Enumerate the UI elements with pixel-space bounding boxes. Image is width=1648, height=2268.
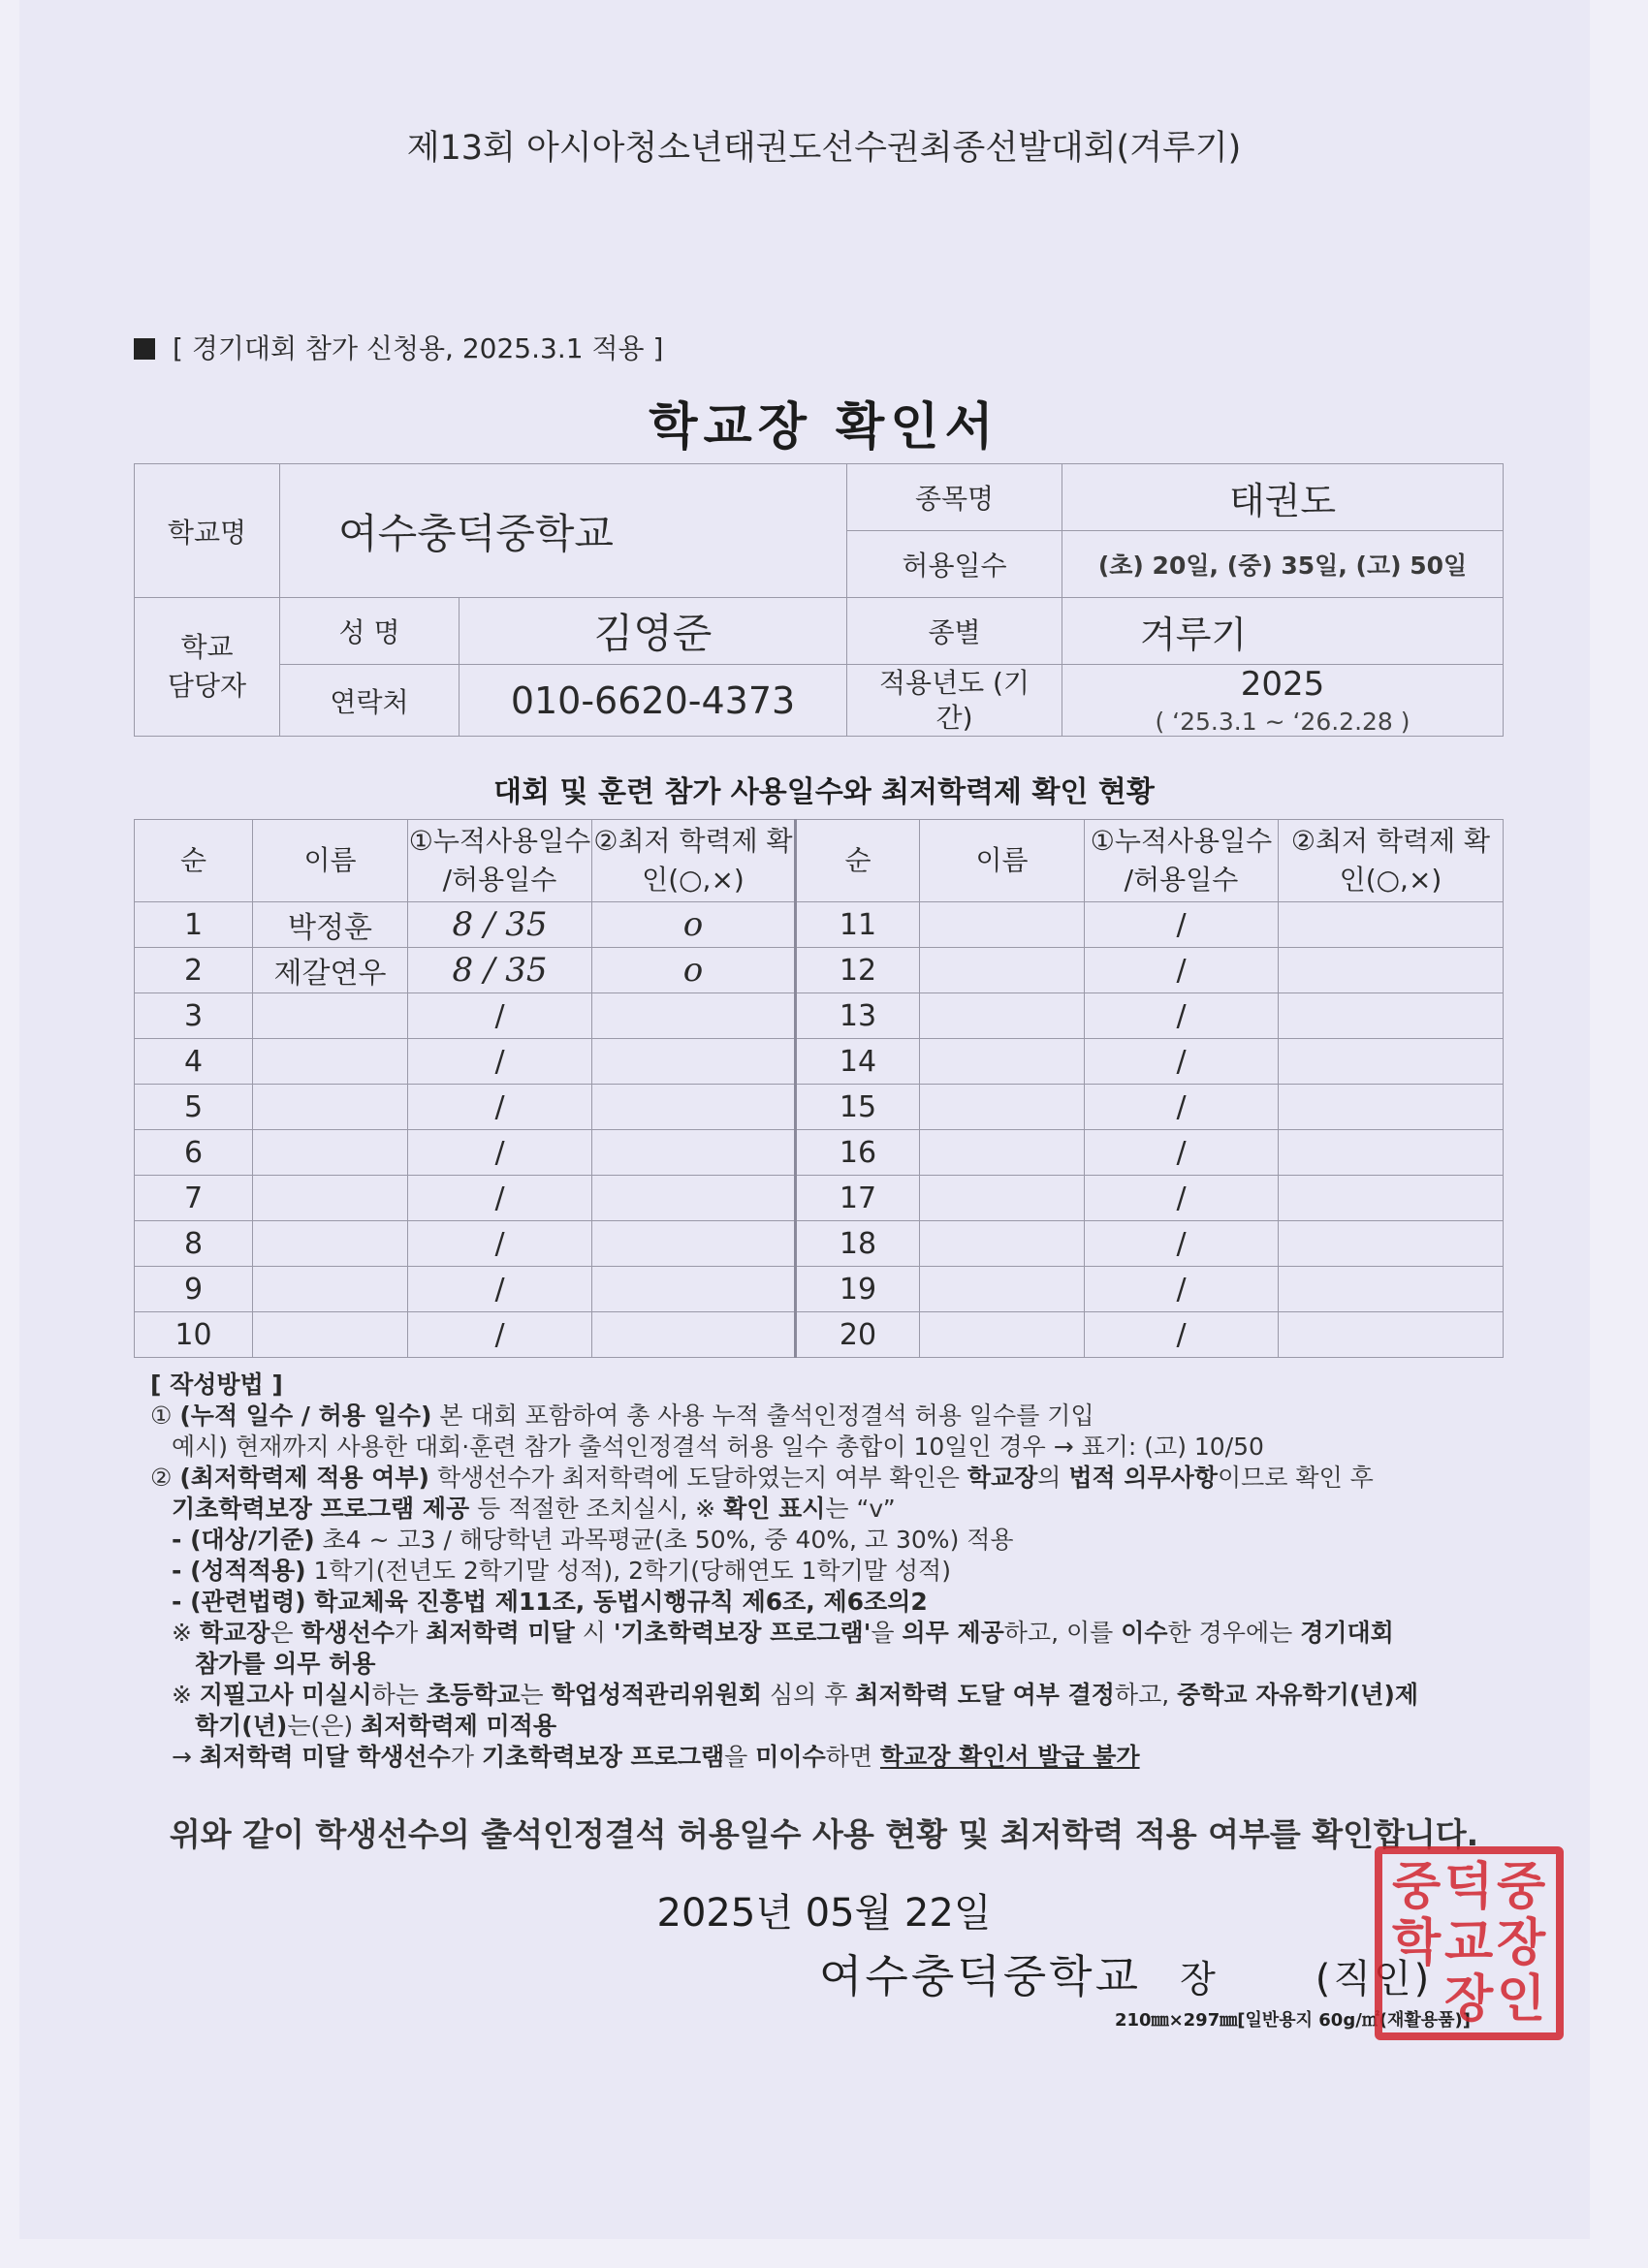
item-2-text: 등 적절한 조치실시, ※ — [469, 1495, 724, 1523]
stamp-char: 덕 — [1444, 1858, 1494, 1916]
note-bold: 경기대회 — [1300, 1619, 1394, 1647]
bullet-law-label: - (관련법령) — [172, 1588, 306, 1616]
school-label: 학교명 — [135, 464, 280, 598]
item-2-text: 는 “v” — [825, 1495, 896, 1523]
contact-group-label: 학교 담당자 — [135, 598, 280, 737]
item-2-bold: 학교장 — [967, 1464, 1038, 1492]
stamp-char: 인 — [1497, 1970, 1546, 2029]
student-name — [253, 993, 408, 1039]
min-academic-check — [1279, 993, 1504, 1039]
header-no: 순 — [796, 820, 920, 902]
min-academic-check — [592, 993, 796, 1039]
division-value: 겨루기 — [1062, 598, 1504, 665]
bullet-grade-text: 1학기(전년도 2학기말 성적), 2학기(당해연도 1학기말 성적) — [305, 1557, 951, 1585]
note-mark: ※ — [172, 1681, 200, 1709]
note-bold: 학교장 확인서 발급 불가 — [879, 1743, 1140, 1771]
note-text: 가 — [395, 1619, 427, 1647]
note-text: 하고, — [1114, 1681, 1178, 1709]
row-number: 17 — [796, 1176, 920, 1221]
min-academic-check — [592, 1130, 796, 1176]
cumulative-days: / — [408, 1176, 592, 1221]
min-academic-check — [592, 1312, 796, 1358]
note-bold: 최저학력 미달 학생선수 — [199, 1743, 451, 1771]
cumulative-days: / — [408, 993, 592, 1039]
bullet-target-label: - (대상/기준) — [172, 1526, 315, 1554]
cumulative-days: / — [408, 1039, 592, 1085]
note-bold: 학교장 — [199, 1619, 270, 1647]
header-days: ①누적사용일수 /허용일수 — [408, 820, 592, 902]
period-value: ( ‘25.3.1 ~ ‘26.2.28 ) — [1155, 708, 1410, 736]
note-text: 는(은) — [287, 1712, 362, 1740]
cumulative-days: / — [408, 1267, 592, 1312]
note-bold: 미이수 — [755, 1743, 826, 1771]
header-no: 순 — [135, 820, 253, 902]
row-number: 18 — [796, 1221, 920, 1267]
cumulative-days: / — [1085, 1176, 1279, 1221]
item-2-text: 이므로 확인 후 — [1218, 1464, 1374, 1492]
note-bold: 기초학력보장 프로그램 — [481, 1743, 725, 1771]
row-number: 4 — [135, 1039, 253, 1085]
note-text: 가 — [450, 1743, 482, 1771]
year-label: 적용년도 (기간) — [847, 665, 1062, 737]
phone-value: 010-6620-4373 — [460, 665, 847, 737]
item-2-bold: 기초학력보장 프로그램 제공 — [172, 1495, 470, 1523]
principal-signature-line — [819, 1941, 1432, 2005]
item-2-text: 학생선수가 최저학력에 도달하였는지 여부 확인은 — [429, 1464, 967, 1492]
min-academic-check — [1279, 1221, 1504, 1267]
student-name — [920, 1176, 1085, 1221]
row-number: 15 — [796, 1085, 920, 1130]
stamp-char: 장 — [1444, 1970, 1494, 2029]
allowed-days-label: 허용일수 — [847, 531, 1062, 598]
stamp-char: 교 — [1444, 1914, 1494, 1972]
confirm-statement: 위와 같이 학생선수의 출석인정결석 허용일수 사용 현황 및 최저학력 적용 여부를 확인합니다. — [169, 1815, 1479, 1853]
student-name — [920, 1312, 1085, 1358]
item-1-example: 예시) 현재까지 사용한 대회·훈련 참가 출석인정결석 허용 일수 총합이 10일인 경우 → 표기: (고) 10/50 — [172, 1433, 1264, 1461]
note-bold: 학기(년) — [195, 1712, 288, 1740]
note-bold: 최저학력 미달 — [426, 1619, 575, 1647]
item-1-title: (누적 일수 / 허용 일수) — [179, 1402, 432, 1430]
row-number: 19 — [796, 1267, 920, 1312]
student-name — [920, 1039, 1085, 1085]
paper-spec-note: 210㎜×297㎜[일반용지 60g/㎡(재활용품)] — [1115, 2010, 1472, 2031]
note-text: 는 — [520, 1681, 552, 1709]
student-name — [920, 902, 1085, 948]
bullet-target-text: 초4 ~ 고3 / 해당학년 과목평균(초 50%, 중 40%, 고 30%) 적용 — [314, 1526, 1014, 1554]
min-academic-check — [592, 1085, 796, 1130]
bullet-law-text: 학교체육 진흥법 제11조, 동법시행규칙 제6조, 제6조의2 — [305, 1588, 928, 1616]
student-name: 박정훈 — [253, 902, 408, 948]
note-mark: ※ — [172, 1619, 200, 1647]
note-bold: 최저학력제 미적용 — [361, 1712, 556, 1740]
name-value: 김영준 — [460, 598, 847, 665]
bullet-grade-label: - (성적적용) — [172, 1557, 306, 1585]
student-name — [920, 1130, 1085, 1176]
phone-label: 연락처 — [280, 665, 460, 737]
item-2-mark: ② — [150, 1464, 173, 1492]
note-bold: 참가를 의무 허용 — [195, 1650, 376, 1678]
student-name — [920, 993, 1085, 1039]
note-text: 시 — [574, 1619, 614, 1647]
table-row — [135, 1039, 1504, 1085]
year-cell — [1062, 665, 1504, 737]
table-row — [135, 1176, 1504, 1221]
table-row — [135, 1312, 1504, 1358]
year-value: 2025 — [1240, 665, 1325, 704]
student-name — [253, 1176, 408, 1221]
note-text: 을 — [724, 1743, 756, 1771]
table-row — [135, 902, 1504, 948]
student-name: 제갈연우 — [253, 948, 408, 993]
student-name — [253, 1267, 408, 1312]
cumulative-days: / — [1085, 902, 1279, 948]
cumulative-days: / — [1085, 1130, 1279, 1176]
header-name: 이름 — [253, 820, 408, 902]
row-number: 11 — [796, 902, 920, 948]
cumulative-days: / — [408, 1085, 592, 1130]
row-number: 1 — [135, 902, 253, 948]
min-academic-check — [592, 1221, 796, 1267]
min-academic-check: o — [592, 902, 796, 948]
note-bold: 이수 — [1121, 1619, 1168, 1647]
item-2-bold: 확인 표시 — [723, 1495, 826, 1523]
row-number: 13 — [796, 993, 920, 1039]
instructions-heading: [ 작성방법 ] — [150, 1370, 283, 1399]
row-number: 7 — [135, 1176, 253, 1221]
info-table — [134, 463, 1504, 737]
cumulative-days: / — [1085, 1267, 1279, 1312]
student-name — [920, 1267, 1085, 1312]
event-title: 제13회 아시아청소년태권도선수권최종선발대회(겨루기) — [406, 129, 1242, 168]
school-value: 여수충덕중학교 — [280, 464, 847, 598]
min-academic-check — [1279, 1039, 1504, 1085]
document-title: 학교장 확인서 — [649, 398, 999, 457]
table-row — [135, 1221, 1504, 1267]
note-bold: 초등학교 — [426, 1681, 521, 1709]
cumulative-days: 8 / 35 — [408, 948, 592, 993]
header-name: 이름 — [920, 820, 1085, 902]
table-row — [135, 1130, 1504, 1176]
cumulative-days: / — [408, 1312, 592, 1358]
student-name — [253, 1130, 408, 1176]
division-label: 종별 — [847, 598, 1062, 665]
instructions — [150, 1370, 1527, 1773]
note-text: 한 경우에는 — [1167, 1619, 1301, 1647]
note-bold: 지필고사 미실시 — [199, 1681, 372, 1709]
stamp-char: 장 — [1497, 1914, 1546, 1972]
note-bold: 최저학력 도달 여부 결정 — [855, 1681, 1115, 1709]
usage-section-title: 대회 및 훈련 참가 사용일수와 최저학력제 확인 현황 — [493, 775, 1155, 809]
stamp-char: 중 — [1392, 1858, 1442, 1916]
cumulative-days: / — [408, 1221, 592, 1267]
min-academic-check — [1279, 1267, 1504, 1312]
min-academic-check — [1279, 948, 1504, 993]
row-number: 14 — [796, 1039, 920, 1085]
row-number: 8 — [135, 1221, 253, 1267]
cumulative-days: / — [1085, 1221, 1279, 1267]
student-name — [253, 1312, 408, 1358]
note-bold: 학업성적관리위원회 — [551, 1681, 762, 1709]
student-name — [253, 1221, 408, 1267]
cumulative-days: / — [408, 1130, 592, 1176]
header-days: ①누적사용일수 /허용일수 — [1085, 820, 1279, 902]
note-text: 은 — [269, 1619, 301, 1647]
cumulative-days: 8 / 35 — [408, 902, 592, 948]
row-number: 10 — [135, 1312, 253, 1358]
cumulative-days: / — [1085, 1085, 1279, 1130]
form-note-text: [ 경기대회 참가 신청용, 2025.3.1 적용 ] — [173, 332, 664, 364]
item-2-title: (최저학력제 적용 여부) — [179, 1464, 429, 1492]
note-bold: 중학교 자유학기(년)제 — [1177, 1681, 1419, 1709]
student-name — [920, 1221, 1085, 1267]
min-academic-check — [1279, 1312, 1504, 1358]
item-2-text: 의 — [1037, 1464, 1069, 1492]
note-text: 심의 후 — [762, 1681, 856, 1709]
sport-value: 태권도 — [1062, 464, 1504, 531]
note-text: 하면 — [825, 1743, 880, 1771]
stamp-char: 학 — [1392, 1914, 1442, 1972]
signature-title: 장 — [1180, 1958, 1219, 2000]
student-name — [920, 1085, 1085, 1130]
note-text: 을 — [871, 1619, 903, 1647]
cumulative-days: / — [1085, 1039, 1279, 1085]
cumulative-days: / — [1085, 1312, 1279, 1358]
cumulative-days: / — [1085, 948, 1279, 993]
issue-date: 2025년 05월 22일 — [656, 1891, 992, 1936]
note-text: 하는 — [371, 1681, 427, 1709]
row-number: 20 — [796, 1312, 920, 1358]
official-seal-stamp — [1375, 1846, 1564, 2040]
min-academic-check — [1279, 902, 1504, 948]
allowed-days-value: (초) 20일, (중) 35일, (고) 50일 — [1062, 531, 1504, 598]
item-2-bold: 법적 의무사항 — [1068, 1464, 1219, 1492]
min-academic-check — [592, 1176, 796, 1221]
note-text: 하고, 이를 — [1003, 1619, 1122, 1647]
row-number: 16 — [796, 1130, 920, 1176]
note-mark: → — [172, 1743, 200, 1771]
sport-label: 종목명 — [847, 464, 1062, 531]
row-number: 9 — [135, 1267, 253, 1312]
note-bold: '기초학력보장 프로그램' — [613, 1619, 872, 1647]
student-name — [920, 948, 1085, 993]
form-note — [134, 328, 663, 366]
min-academic-check — [1279, 1130, 1504, 1176]
header-min: ②최저 학력제 확인(○,×) — [1279, 820, 1504, 902]
cumulative-days: / — [1085, 993, 1279, 1039]
stamp-char: 중 — [1497, 1858, 1546, 1916]
usage-header-row — [135, 820, 1504, 902]
min-academic-check — [592, 1039, 796, 1085]
usage-table — [134, 819, 1504, 1358]
note-bold: 의무 제공 — [902, 1619, 1004, 1647]
signature-school: 여수충덕중학교 — [819, 1950, 1142, 2002]
table-row — [135, 993, 1504, 1039]
table-row — [135, 1267, 1504, 1312]
square-bullet-icon — [134, 338, 155, 360]
min-academic-check — [1279, 1176, 1504, 1221]
table-row — [135, 1085, 1504, 1130]
table-row — [135, 948, 1504, 993]
min-academic-check — [592, 1267, 796, 1312]
min-academic-check — [1279, 1085, 1504, 1130]
item-1-mark: ① — [150, 1402, 173, 1430]
seal-placeholder: (직인) — [1315, 1957, 1433, 2001]
row-number: 6 — [135, 1130, 253, 1176]
row-number: 12 — [796, 948, 920, 993]
row-number: 2 — [135, 948, 253, 993]
item-1-text: 본 대회 포함하여 총 사용 누적 출석인정결석 허용 일수를 기입 — [431, 1402, 1094, 1430]
min-academic-check: o — [592, 948, 796, 993]
name-label: 성 명 — [280, 598, 460, 665]
student-name — [253, 1039, 408, 1085]
student-name — [253, 1085, 408, 1130]
note-bold: 학생선수 — [301, 1619, 396, 1647]
header-min: ②최저 학력제 확인(○,×) — [592, 820, 796, 902]
row-number: 5 — [135, 1085, 253, 1130]
row-number: 3 — [135, 993, 253, 1039]
